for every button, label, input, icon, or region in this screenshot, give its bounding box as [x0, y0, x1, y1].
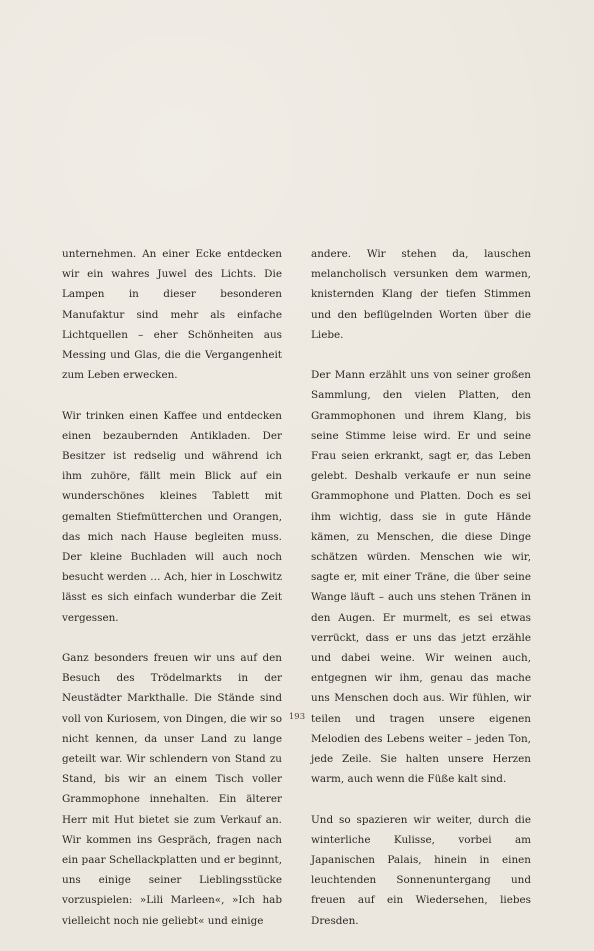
paragraph: Wir trinken einen Kaffee und entdecken einen bezaubernden Antikladen. Der Besitzer ist redselig und während ich ihm zuhöre, fällt mein Blick auf ein wunderschönes kleines Tablett mit gemalten Stiefmütterchen und Orangen, das mich nach Hause begleiten muss. Der kleine Buchladen will auch noch besucht werden … Ach, hier in Loschwitz lässt es sich einfach wunderbar die Zeit vergessen. [62, 409, 282, 624]
paragraph: Ganz besonders freuen wir uns auf den Besuch des Trödelmarkts in der Neustädter Markthalle. Die Stände sind voll von Kuriosem, von Dingen, die wir so nicht kennen, da unser Land zu lange geteilt war. Wir schlendern von Stand zu Stand, bis wir an einem Tisch voller Grammophone innehalten. Ein älterer Herr mit Hut bietet sie zum Verkauf an. Wir kommen ins Gespräch, fragen nach ein paar Schellackplatten und er beginnt, uns einige seiner Lieblingsstücke vorzuspielen: »Lili Marleen«, »Ich hab vielleicht noch nie geliebt« und einige [62, 652, 282, 927]
right-text-column [311, 244, 531, 951]
left-text-column [62, 244, 282, 951]
paragraph: unternehmen. An einer Ecke entdecken wir ein wahres Juwel des Lichts. Die Lampen in dieser besonderen Manufaktur sind mehr als einfache Lichtquellen – eher Schönheiten aus Messing und Glas, die die Vergangenheit zum Leben erwecken. [62, 248, 282, 382]
page-number: 193 [288, 712, 306, 722]
paragraph: Und so spazieren wir weiter, durch die winterliche Kulisse, vorbei am Japanischen Palais, hinein in einen leuchtenden Sonnenuntergang und freuen auf ein Wiedersehen, liebes Dresden. [311, 813, 531, 927]
paragraph: andere. Wir stehen da, lauschen melancholisch versunken dem warmen, knisternden Klang der tiefen Stimmen und den beflügelnden Worten über die Liebe. [311, 248, 531, 341]
paragraph: Der Mann erzählt uns von seiner großen Sammlung, den vielen Platten, den Grammophonen und ihrem Klang, bis seine Stimme leise wird. Er und seine Frau seien erkrankt, sagt er, das Leben gelebt. Deshalb verkaufe er nun seine Grammophone und Platten. Doch es sei ihm wichtig, dass sie in gute Hände kämen, zu Menschen, die diese Dinge schätzen würden. Menschen wie wir, sagte er, mit einer Träne, die über seine Wange läuft – auch uns stehen Tränen in den Augen. Er murmelt, es sei etwas verrückt, dass er uns das jetzt erzähle und dabei weine. Wir weinen auch, entgegnen wir ihm, genau das mache uns Menschen doch aus. Wir fühlen, wir teilen und tragen unsere eigenen Melodien des Lebens weiter – jeden Ton, jede Zeile. Sie halten unsere Herzen warm, auch wenn die Füße kalt sind. [311, 369, 531, 786]
